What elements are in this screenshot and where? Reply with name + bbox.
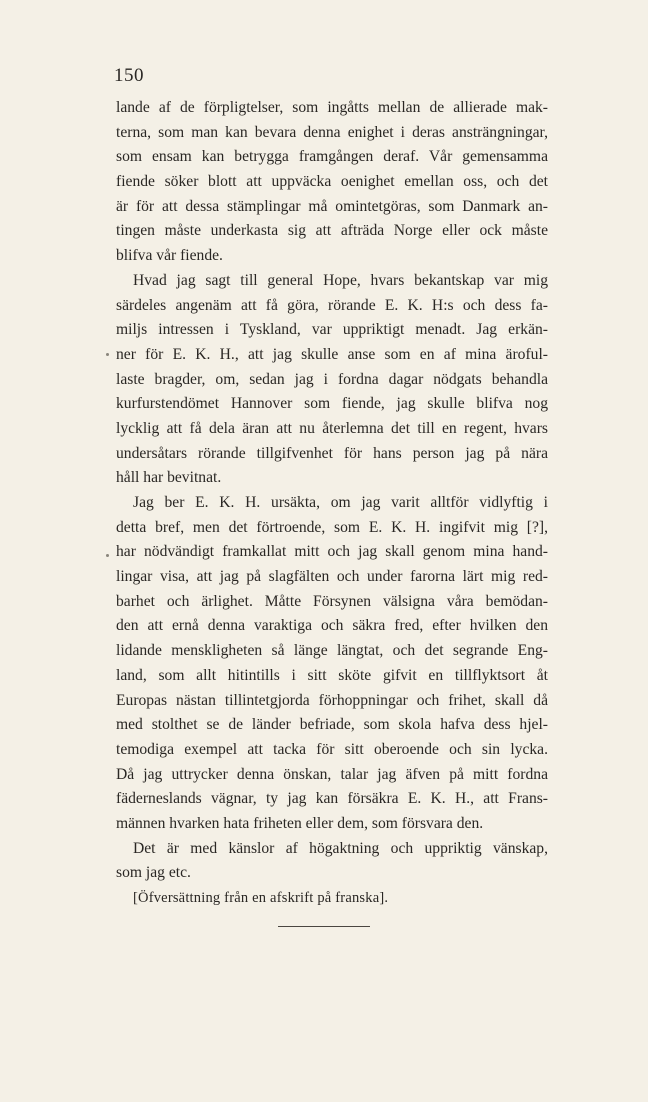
- text-line: detta bref, men det förtroende, som E. K. H. ingifvit mig [?],: [116, 518, 548, 536]
- text-line: är för att dessa stämplingar må omintetgöras, som Danmark an-: [116, 197, 548, 215]
- text-line: lycklig att få dela äran att nu återlemna det till en regent, hvars: [116, 419, 548, 437]
- text-line: den att ernå denna varaktiga och säkra fred, efter hvilken den: [116, 617, 548, 635]
- text-line: Då jag uttrycker denna önskan, talar jag äfven på mitt fordna: [116, 765, 548, 783]
- text-line: barhet och ärlighet. Måtte Försynen välsigna våra bemödan-: [116, 592, 548, 610]
- text-line: ner för E. K. H., att jag skulle anse som en af mina äroful-: [116, 345, 548, 363]
- text-line: Europas nästan tillintetgjorda förhoppningar och frihet, skall då: [116, 691, 548, 709]
- text-line: miljs intressen i Tyskland, var uppriktigt menadt. Jag erkän-: [116, 321, 548, 339]
- text-line: särdeles angenäm att få göra, rörande E. K. H:s och dess fa-: [116, 296, 548, 314]
- text-line: har nödvändigt framkallat mitt och jag skall genom mina hand-: [116, 543, 548, 561]
- text-line: undersåtars rörande tillgifvenhet för hans person jag på nära: [116, 444, 548, 462]
- text-line: terna, som man kan bevara denna enighet i deras ansträngningar,: [116, 123, 548, 141]
- page-number: 150: [114, 65, 144, 86]
- text-line: som jag etc.: [116, 864, 191, 882]
- text-line: Jag ber E. K. H. ursäkta, om jag varit alltför vidlyftig i: [133, 494, 548, 511]
- text-line: lidande menskligheten så länge längtat, och det segrande Eng-: [116, 642, 548, 660]
- text-line: fiende söker blott att uppväcka oenighet emellan oss, och det: [116, 173, 548, 191]
- paper-speck: [106, 353, 109, 356]
- text-line: kurfurstendömet Hannover som fiende, jag skulle blifva nog: [116, 395, 548, 413]
- text-line: fäderneslands vägnar, ty jag kan försäkra E. K. H., att Frans-: [116, 790, 548, 808]
- text-line: håll har bevitnat.: [116, 469, 222, 487]
- end-rule: [278, 926, 370, 927]
- text-line: land, som allt hitintills i sitt sköte gifvit en tillflyktsort åt: [116, 666, 548, 684]
- text-line: lingar visa, att jag på slagfälten och under farorna lärt mig red-: [116, 568, 548, 586]
- text-line: männen hvarken hata friheten eller dem, som försvara den.: [116, 814, 484, 832]
- text-line: blifva vår fiende.: [116, 247, 223, 265]
- text-line: som ensam kan betrygga framgången deraf. Vår gemensamma: [116, 148, 548, 166]
- paper-speck: [106, 554, 109, 557]
- translation-note: [Öfversättning från en afskrift på franska].: [133, 890, 389, 906]
- text-line: tingen måste underkasta sig att afträda Norge eller ock måste: [116, 222, 548, 240]
- text-line: lande af de förpligtelser, som ingåtts mellan de allierade mak-: [116, 99, 548, 116]
- text-line: temodiga exempel att tacka för sitt oberoende och sin lycka.: [116, 740, 548, 758]
- text-line: laste bragder, om, sedan jag i fordna dagar nödgats behandla: [116, 370, 548, 388]
- text-line: Hvad jag sagt till general Hope, hvars bekantskap var mig: [133, 271, 548, 289]
- text-line: med stolthet se de länder befriade, som skola hafva dess hjel-: [116, 716, 548, 734]
- text-line: Det är med känslor af högaktning och uppriktig vänskap,: [133, 839, 548, 857]
- letter-text: [116, 96, 548, 911]
